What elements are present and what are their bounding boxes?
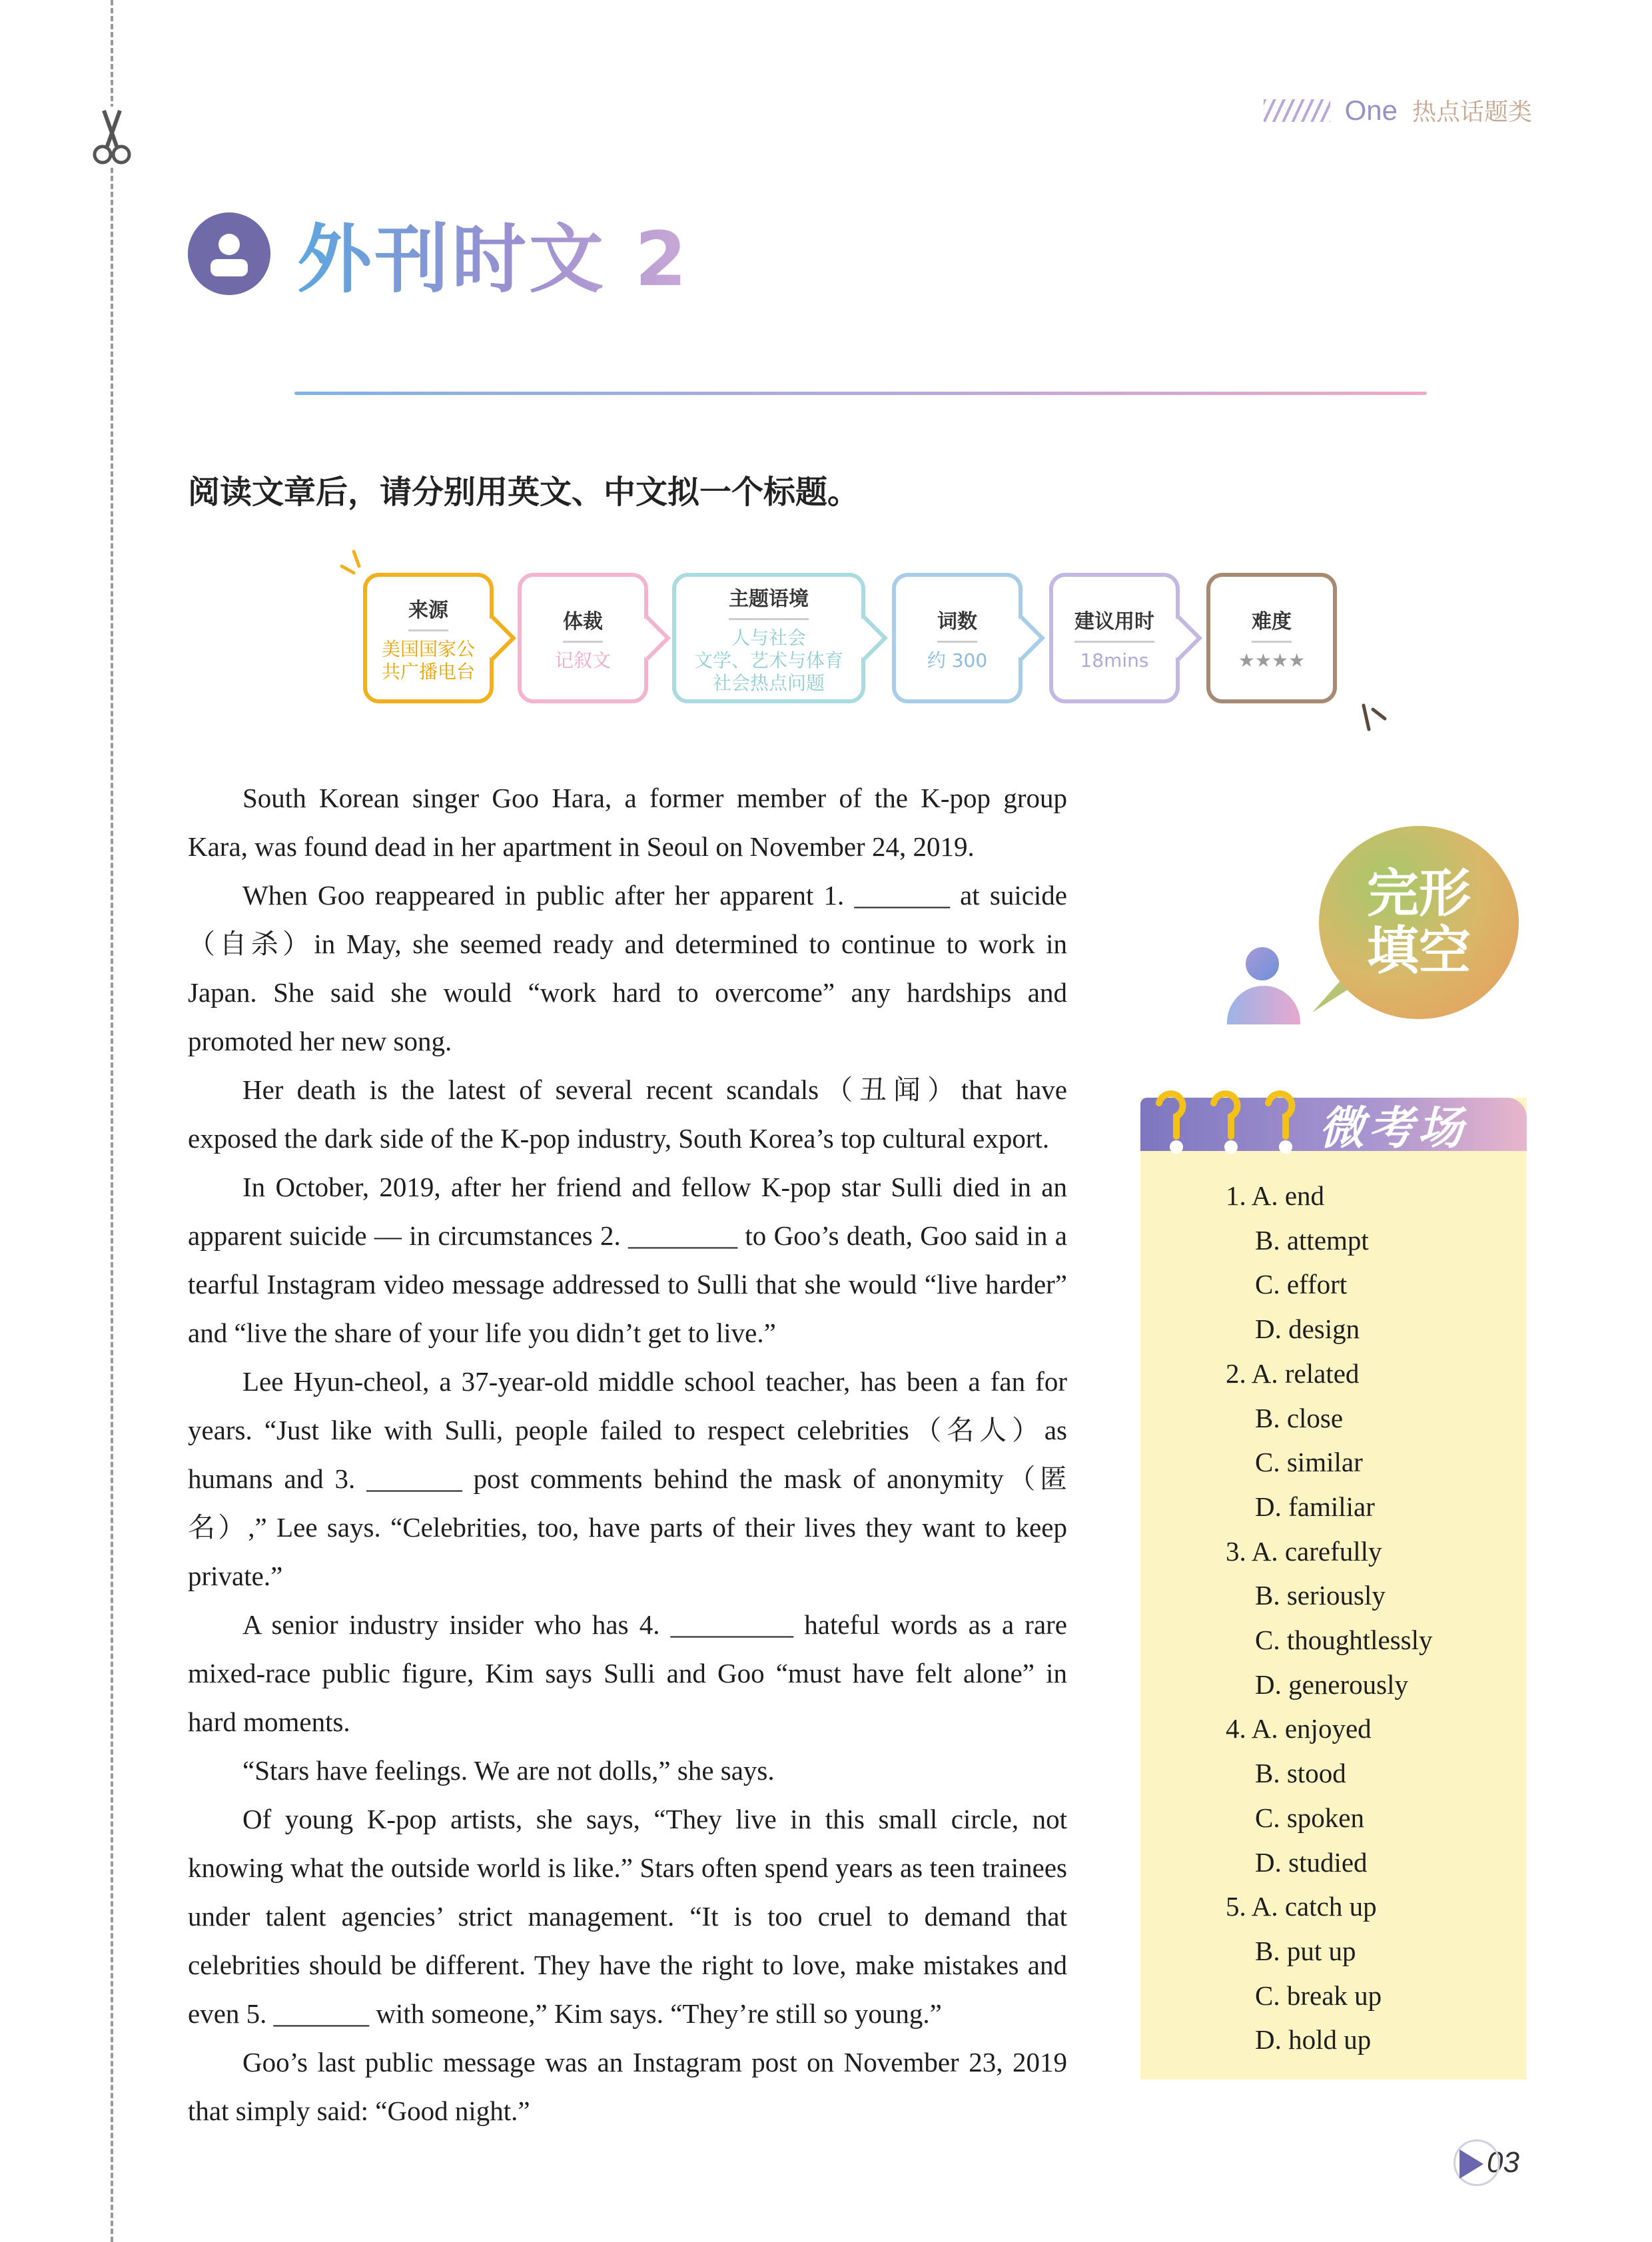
card-value: ★★★★ bbox=[1238, 649, 1306, 671]
title-row bbox=[188, 200, 689, 307]
option: B. seriously bbox=[1255, 1580, 1386, 1611]
page-title: 外刊时文 2 bbox=[297, 200, 689, 307]
question-3 bbox=[1226, 1529, 1433, 1707]
option: C. thoughtlessly bbox=[1255, 1625, 1433, 1656]
card-value: 记叙文 bbox=[554, 649, 611, 671]
option: B. stood bbox=[1255, 1758, 1346, 1789]
info-card-difficulty bbox=[1206, 573, 1337, 703]
instruction-text: 阅读文章后，请分别用英文、中文拟一个标题。 bbox=[188, 474, 860, 511]
user-icon bbox=[188, 212, 270, 295]
card-value: 美国国家公 共广播电台 bbox=[381, 637, 475, 683]
person-icon bbox=[1246, 947, 1279, 980]
info-card-theme bbox=[672, 573, 865, 703]
option: D. familiar bbox=[1255, 1491, 1375, 1522]
option: D. generously bbox=[1255, 1669, 1409, 1700]
option: D. studied bbox=[1255, 1846, 1368, 1878]
article-paragraph: South Korean singer Goo Hara, a former member of the K-pop group Kara, was found dead in her apartment in Seoul on November 24, 2019. bbox=[188, 783, 1067, 862]
scissors-icon bbox=[91, 107, 133, 167]
card-notch bbox=[843, 615, 888, 661]
article-paragraph: “Stars have feelings. We are not dolls,” she says. bbox=[242, 1755, 775, 1786]
question-number: 2. bbox=[1226, 1357, 1246, 1389]
cut-line bbox=[111, 0, 113, 2242]
section-header bbox=[1264, 93, 1532, 127]
option: C. effort bbox=[1255, 1269, 1348, 1300]
option: B. attempt bbox=[1255, 1224, 1369, 1256]
option: A. carefully bbox=[1251, 1535, 1382, 1567]
card-label: 来源 bbox=[408, 593, 448, 631]
question-number: 3. bbox=[1226, 1535, 1246, 1567]
page-marker-icon bbox=[1453, 2139, 1500, 2186]
info-card-genre bbox=[518, 573, 648, 703]
article-paragraph: Goo’s last public message was an Instagram post on November 23, 2019 that simply said: “Good night.” bbox=[188, 2047, 1067, 2126]
card-label: 建议用时 bbox=[1074, 605, 1154, 643]
ring-icon bbox=[1204, 1083, 1247, 1156]
page-number-text: 03 bbox=[1487, 2146, 1519, 2179]
speech-bubble bbox=[1319, 826, 1519, 1019]
card-label: 难度 bbox=[1252, 605, 1292, 643]
card-label: 主题语境 bbox=[729, 582, 809, 620]
bubble-label: 完形 填空 bbox=[1366, 864, 1471, 981]
article-paragraph: Her death is the latest of several recent scandals（丑闻）that have exposed the dark side of the K-pop industry, South Korea’s top cultural export. bbox=[188, 1074, 1067, 1154]
card-notch bbox=[471, 615, 516, 661]
option: D. hold up bbox=[1255, 2024, 1372, 2055]
page-number bbox=[1453, 2139, 1519, 2186]
option: B. close bbox=[1255, 1402, 1344, 1433]
info-card-word-count bbox=[892, 573, 1023, 703]
article-paragraph: When Goo reappeared in public after her apparent 1. _______ at suicide（自杀）in May, she seemed ready and determined to continue to work in Japan. She said she would “work hard to overcome” any hardships and promoted her new song. bbox=[188, 880, 1067, 1056]
card-label: 体裁 bbox=[563, 605, 603, 643]
option: A. catch up bbox=[1251, 1891, 1377, 1922]
quiz-options bbox=[1226, 1174, 1433, 2062]
option: C. similar bbox=[1255, 1447, 1363, 1478]
binder-rings bbox=[1150, 1083, 1302, 1156]
info-card-time bbox=[1049, 573, 1180, 703]
question-number: 4. bbox=[1226, 1713, 1246, 1744]
question-4 bbox=[1226, 1706, 1433, 1884]
option: A. enjoyed bbox=[1251, 1713, 1372, 1744]
card-notch bbox=[625, 615, 671, 661]
option: C. spoken bbox=[1255, 1802, 1364, 1833]
card-value: 约 300 bbox=[927, 649, 988, 671]
info-cards bbox=[363, 573, 1362, 706]
question-number: 1. bbox=[1226, 1180, 1246, 1211]
card-label: 词数 bbox=[937, 605, 977, 643]
article-paragraph: A senior industry insider who has 4. _________ hateful words as a rare mixed-race public figure, Kim says Sulli and Goo “must have felt alone” in hard moments. bbox=[188, 1609, 1067, 1737]
article-paragraph: Lee Hyun-cheol, a 37-year-old middle school teacher, has been a fan for years. “Just like with Sulli, people failed to respect celebrities（名人）as humans and 3. _______ post comments behind the mask of anonymity（匿名）,” Lee says. “Celebrities, too, have parts of their lives they want to keep private.” bbox=[188, 1366, 1067, 1591]
question-1 bbox=[1226, 1174, 1433, 1351]
question-number: 5. bbox=[1226, 1891, 1246, 1922]
article-paragraph: Of young K-pop artists, she says, “They live in this small circle, not knowing what the outside world is like.” Stars often spend years as teen trainees under talent agencies’ strict management. “It is too cruel to demand that celebrities should be different. They have the right to love, make mistakes and even 5. _______ with someone,” Kim says. “They’re still so young.” bbox=[188, 1804, 1067, 2029]
ring-icon bbox=[1259, 1083, 1302, 1156]
article-paragraph: In October, 2019, after her friend and fellow K-pop star Sulli died in an apparent suicide — in circumstances 2. ________ to Goo’s death, Goo said in a tearful Instagram video message addressed to Sulli that she would “live harder” and “live the share of your life you didn’t get to live.” bbox=[188, 1172, 1067, 1348]
ring-icon bbox=[1150, 1083, 1192, 1156]
slashes-decoration bbox=[1264, 99, 1330, 122]
title-divider bbox=[294, 392, 1427, 395]
card-notch bbox=[1157, 615, 1202, 661]
question-2 bbox=[1226, 1351, 1433, 1529]
section-topic: 热点话题类 bbox=[1412, 99, 1532, 126]
option: B. put up bbox=[1255, 1935, 1356, 1966]
section-label: One bbox=[1344, 94, 1398, 126]
option: A. end bbox=[1251, 1180, 1325, 1211]
info-card-source bbox=[363, 573, 494, 703]
article-body bbox=[188, 774, 1067, 2135]
person-body-icon bbox=[1227, 986, 1300, 1024]
option: D. design bbox=[1255, 1313, 1360, 1345]
quiz-title: 微考场 bbox=[1318, 1102, 1467, 1155]
option: A. related bbox=[1251, 1357, 1360, 1389]
card-value: 18mins bbox=[1080, 649, 1149, 671]
question-5 bbox=[1226, 1884, 1433, 2062]
card-notch bbox=[1000, 615, 1045, 661]
card-value: 人与社会 文学、艺术与体育 社会热点问题 bbox=[693, 626, 843, 694]
option: C. break up bbox=[1255, 1980, 1382, 2011]
